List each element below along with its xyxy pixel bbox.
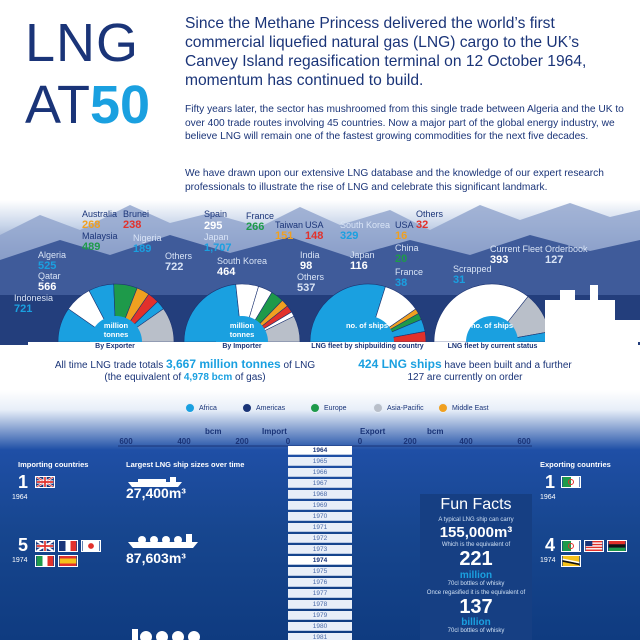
p2-label-spain: Spain (204, 209, 228, 219)
legend-dot-asia-pacific (373, 403, 383, 413)
p4-value-scrapped: 31 (453, 274, 466, 286)
fun-line-3: 70cl bottles of whisky (447, 581, 505, 587)
ship-size-1964: 27,400m³ (126, 485, 186, 501)
import-tick: 400 (177, 437, 191, 446)
importing-title: Importing countries (18, 460, 89, 469)
p3-label-france: France (395, 267, 424, 277)
year-row: 1979 (288, 611, 352, 620)
year-row: 1971 (288, 523, 352, 532)
year-row: 1981 (288, 633, 352, 640)
p1-label-nigeria: Nigeria (133, 233, 162, 243)
fun-word-2: million (459, 570, 493, 581)
p1-value-nigeria: 189 (133, 243, 152, 255)
year-row: 1967 (288, 479, 352, 488)
p3-value-france: 38 (395, 277, 408, 289)
stat-right-b: 127 are currently on order (407, 372, 523, 383)
algeria-flag-icon (561, 476, 581, 488)
p3-label-china: China (395, 243, 419, 253)
uk-flag-icon (35, 476, 55, 488)
france-flag-icon (58, 540, 78, 552)
legend-americas (242, 403, 285, 413)
p4-unit: no. of ships (470, 321, 514, 330)
fun-word-3: billion (461, 617, 491, 628)
p2-value-france: 266 (246, 221, 265, 233)
p3-unit: no. of ships (345, 321, 389, 330)
p2-value-taiwan: 151 (275, 230, 294, 242)
algeria-flag-icon (561, 540, 581, 552)
fun-line-2: Which is the equivalent of (441, 542, 511, 548)
legend-label-asia-pacific: Asia-Pacific (387, 404, 424, 412)
exporting-count-1974: 4 (545, 535, 556, 555)
title-50: 50 (90, 75, 151, 135)
p2-label-france: France (246, 211, 275, 221)
exporting-year-1964: 1964 (540, 494, 556, 501)
fun-line-1: A typical LNG ship can carry (438, 517, 514, 523)
export-tick: 200 (403, 437, 417, 446)
large-ship-icon (126, 625, 216, 640)
p1-label-malaysia: Malaysia (82, 231, 118, 241)
stat-right-num: 424 LNG ships (358, 357, 442, 371)
p2-value-usa: 148 (305, 230, 324, 242)
fun-num-2: 221 (459, 548, 493, 570)
export-tick: 400 (459, 437, 473, 446)
p4-label-current-fleet: Current Fleet (490, 244, 543, 254)
import-tick: 600 (119, 437, 133, 446)
p4-value-current-fleet: 393 (490, 254, 509, 266)
importing-count-1974: 5 (18, 535, 29, 555)
p1-label-indonesia: Indonesia (14, 293, 54, 303)
p1-value-indonesia: 721 (14, 303, 33, 315)
italy-flag-icon (35, 555, 55, 567)
stat-left-b: of LNG (283, 360, 316, 371)
p2-label-japan: Japan (204, 232, 229, 242)
p1-label-brunei: Brunei (123, 209, 150, 219)
year-row: 1978 (288, 600, 352, 609)
p2-label-india: India (300, 250, 320, 260)
fun-num-3: 137 (459, 596, 493, 618)
p3-value-south-korea: 329 (340, 230, 359, 242)
year-1974: 1974 (288, 556, 352, 565)
year-row: 1972 (288, 534, 352, 543)
fun-facts-panel (420, 494, 532, 640)
ship-sizes-title: Largest LNG ship sizes over time (126, 460, 245, 469)
export-unit: bcm (427, 427, 444, 436)
legend-dot-europe (310, 403, 320, 413)
p2-unit: million tonnes (229, 321, 255, 339)
p2-caption: By Importer (222, 343, 262, 350)
importing-count-1964: 1 (18, 472, 29, 492)
p3-value-china: 20 (395, 253, 408, 265)
title-at: AT (25, 75, 90, 135)
p1-label-qatar: Qatar (38, 271, 61, 281)
legend-dot-americas (242, 403, 252, 413)
libya-flag-icon (607, 540, 627, 552)
legend-asia-pacific (373, 403, 424, 413)
uk-flag-icon (35, 540, 55, 552)
p3-value-others: 32 (416, 219, 429, 231)
p1-value-malaysia: 489 (82, 241, 101, 253)
p1-value-australia: 268 (82, 219, 101, 231)
title-lng: LNG (25, 13, 140, 73)
exporting-count-1964: 1 (545, 472, 556, 492)
exporting-title: Exporting countries (540, 460, 611, 469)
intro-paragraph-2: We have drawn upon our extensive LNG database and the knowledge of our expert research professionals to illustrate the rise of LNG and celebrate this significant landmark. (185, 168, 604, 193)
legend-europe (310, 403, 347, 413)
p2-value-south-korea: 464 (217, 266, 236, 278)
p4-label-orderbook: Orderbook (545, 244, 588, 254)
p4-value-orderbook: 127 (545, 254, 564, 266)
importing-year-1964: 1964 (12, 494, 28, 501)
p2-label-taiwan: Taiwan (275, 220, 304, 230)
year-row: 1970 (288, 512, 352, 521)
year-row: 1976 (288, 578, 352, 587)
japan-flag-icon (81, 540, 101, 552)
p2-value-japan: 1,707 (204, 242, 232, 254)
p1-label-algeria: Algeria (38, 250, 67, 260)
year-row: 1980 (288, 622, 352, 631)
p1-value-brunei: 238 (123, 219, 142, 231)
stat-left-a: All time LNG trade totals (54, 360, 164, 371)
fun-num-1: 155,000m³ (439, 524, 513, 541)
stat-right-a: have been built and a further (444, 360, 572, 371)
p2-value-spain: 295 (204, 220, 223, 232)
importing-year-1974: 1974 (12, 557, 28, 564)
legend-label-middle-east: Middle East (452, 404, 489, 412)
p1-label-others: Others (165, 251, 193, 261)
stat-ships (330, 358, 600, 384)
stat-left-c: (the equivalent of (104, 372, 182, 383)
year-row: 1975 (288, 567, 352, 576)
legend-dot-africa (185, 403, 195, 413)
export-tick: 600 (517, 437, 531, 446)
p2-label-south-korea: South Korea (217, 256, 268, 266)
stat-left-d: of gas) (235, 372, 266, 383)
year-row: 1965 (288, 457, 352, 466)
year-1964: 1964 (288, 446, 352, 455)
p1-value-qatar: 566 (38, 281, 57, 293)
year-row: 1977 (288, 589, 352, 598)
legend-label-europe: Europe (324, 404, 347, 412)
intro-lead: Since the Methane Princess delivered the world’s first commercial liquefied natural gas (LNG) cargo to the UK’s Canvey Island regasification terminal on 12 October 1964, momentum has continued to build. (185, 15, 587, 89)
fun-line-5: 70cl bottles of whisky (447, 628, 505, 634)
legend-middle-east (438, 403, 489, 413)
stat-left-num2: 4,978 bcm (183, 372, 233, 383)
p1-label-australia: Australia (82, 209, 118, 219)
p2-label-others: Others (297, 272, 325, 282)
fun-facts-title: Fun Facts (440, 496, 512, 513)
ship-superstructure (545, 285, 640, 342)
usa-flag-icon (584, 540, 604, 552)
import-unit: bcm (205, 427, 222, 436)
import-axis-label: Import (262, 427, 287, 436)
p1-value-algeria: 525 (38, 260, 57, 272)
year-row: 1968 (288, 490, 352, 499)
p3-label-others: Others (416, 209, 444, 219)
p3-value-japan: 116 (350, 260, 368, 272)
stat-left-num: 3,667 million tonnes (165, 357, 281, 371)
p3-label-usa: USA (395, 220, 414, 230)
legend-dot-middle-east (438, 403, 448, 413)
p3-label-japan: Japan (350, 250, 375, 260)
p3-label-south-korea: South Korea (340, 220, 391, 230)
year-row: 1966 (288, 468, 352, 477)
intro-paragraph-1: Fifty years later, the sector has mushroomed from this single trade between Algeria and the UK to over 400 trade routes involving 45 countries. Now a major part of the global energy industry, we believe LNG will remain one of the fastest growing commodities for the next five decades. (185, 104, 624, 142)
p4-caption: LNG fleet by current status (447, 343, 538, 350)
p1-unit: million tonnes (103, 321, 129, 339)
legend-label-americas: Americas (256, 404, 286, 412)
p2-label-usa: USA (305, 220, 324, 230)
p2-value-others: 537 (297, 282, 316, 294)
brunei-flag-icon (561, 555, 581, 567)
export-tick: 0 (357, 437, 363, 446)
legend-label-africa: Africa (199, 404, 217, 412)
exporting-year-1974: 1974 (540, 557, 556, 564)
import-tick: 0 (285, 437, 291, 446)
year-row: 1969 (288, 501, 352, 510)
year-row: 1973 (288, 545, 352, 554)
legend-africa (185, 403, 217, 413)
ship-size-1974: 87,603m³ (126, 550, 186, 566)
medium-ship-icon (126, 530, 201, 550)
p2-value-india: 98 (300, 260, 313, 272)
fun-line-4: Once regasified it is the equivalent of (426, 590, 526, 596)
import-tick: 200 (235, 437, 249, 446)
p1-caption: By Exporter (95, 343, 135, 350)
p4-label-scrapped: Scrapped (453, 264, 492, 274)
p1-value-others: 722 (165, 261, 184, 273)
stat-trade-total (50, 358, 320, 384)
p3-caption: LNG fleet by shipbuilding country (311, 343, 424, 350)
spain-flag-icon (58, 555, 78, 567)
export-axis-label: Export (360, 427, 386, 436)
p3-value-usa: 16 (395, 230, 408, 242)
